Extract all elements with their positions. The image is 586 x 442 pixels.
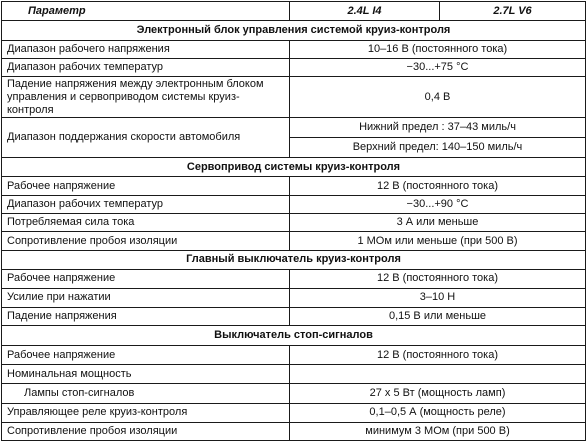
header-param: Параметр bbox=[2, 2, 290, 21]
row-value: 0,1–0,5 А (мощность реле) bbox=[290, 403, 586, 422]
row-label: Диапазон рабочих температур bbox=[2, 196, 290, 214]
row-sub-label: Лампы стоп-сигналов bbox=[2, 384, 290, 403]
row-value: 12 В (постоянного тока) bbox=[290, 269, 586, 288]
table-row bbox=[2, 384, 586, 403]
row-label: Рабочее напряжение bbox=[2, 177, 290, 196]
row-label: Падение напряжения bbox=[2, 307, 290, 325]
section-row bbox=[2, 326, 586, 346]
row-value: 12 В (постоянного тока) bbox=[290, 346, 586, 365]
row-value: минимум 3 МОм (при 500 В) bbox=[290, 422, 586, 440]
row-label: Усилие при нажатии bbox=[2, 288, 290, 307]
row-label: Управляющее реле круиз-контроля bbox=[2, 403, 290, 422]
row-value: −30...+90 °C bbox=[290, 196, 586, 214]
section-row bbox=[2, 157, 586, 176]
row-label: Диапазон поддержания скорости автомобиля bbox=[2, 117, 290, 157]
table-row bbox=[2, 269, 586, 288]
header-col2: 2.7L V6 bbox=[440, 2, 586, 21]
row-value-high: Верхний предел: 140–150 миль/ч bbox=[290, 137, 586, 157]
table-row bbox=[2, 365, 586, 384]
section-title-ecu: Электронный блок управления системой круиз-контроля bbox=[2, 21, 586, 41]
table-row bbox=[2, 77, 586, 117]
row-value: 1 МОм или меньше (при 500 В) bbox=[290, 232, 586, 250]
table-header-row bbox=[2, 2, 586, 21]
section-row bbox=[2, 250, 586, 269]
section-title-stop-switch: Выключатель стоп-сигналов bbox=[2, 326, 586, 346]
table-row bbox=[2, 403, 586, 422]
table-row bbox=[2, 346, 586, 365]
table-row bbox=[2, 422, 586, 440]
row-value: 3–10 Н bbox=[290, 288, 586, 307]
row-label: Сопротивление пробоя изоляции bbox=[2, 422, 290, 440]
row-label: Номинальная мощность bbox=[2, 365, 290, 384]
row-value: 12 В (постоянного тока) bbox=[290, 177, 586, 196]
section-row bbox=[2, 21, 586, 41]
table-row bbox=[2, 59, 586, 77]
row-value: 0,15 В или меньше bbox=[290, 307, 586, 325]
row-label: Диапазон рабочего напряжения bbox=[2, 41, 290, 59]
table-row bbox=[2, 196, 586, 214]
row-value: 27 х 5 Вт (мощность ламп) bbox=[290, 384, 586, 403]
table-row bbox=[2, 288, 586, 307]
header-col1: 2.4L I4 bbox=[290, 2, 440, 21]
row-value-low: Нижний предел : 37–43 миль/ч bbox=[290, 117, 586, 137]
table-row bbox=[2, 41, 586, 59]
row-value: −30...+75 °C bbox=[290, 59, 586, 77]
table-row bbox=[2, 177, 586, 196]
section-title-servo: Сервопривод системы круиз-контроля bbox=[2, 157, 586, 176]
table-row bbox=[2, 117, 586, 137]
table-row bbox=[2, 307, 586, 325]
spec-table bbox=[1, 1, 586, 441]
row-value: 10–16 В (постоянного тока) bbox=[290, 41, 586, 59]
section-title-main-switch: Главный выключатель круиз-контроля bbox=[2, 250, 586, 269]
row-value: 3 А или меньше bbox=[290, 214, 586, 232]
row-label: Падение напряжения между электронным блоком управления и сервоприводом системы круиз-контроля bbox=[2, 77, 290, 117]
row-label: Потребляемая сила тока bbox=[2, 214, 290, 232]
row-label: Диапазон рабочих температур bbox=[2, 59, 290, 77]
table-row bbox=[2, 214, 586, 232]
row-value-blank bbox=[290, 365, 586, 384]
table-row bbox=[2, 232, 586, 250]
row-value: 0,4 В bbox=[290, 77, 586, 117]
row-label: Рабочее напряжение bbox=[2, 346, 290, 365]
row-label: Сопротивление пробоя изоляции bbox=[2, 232, 290, 250]
row-label: Рабочее напряжение bbox=[2, 269, 290, 288]
